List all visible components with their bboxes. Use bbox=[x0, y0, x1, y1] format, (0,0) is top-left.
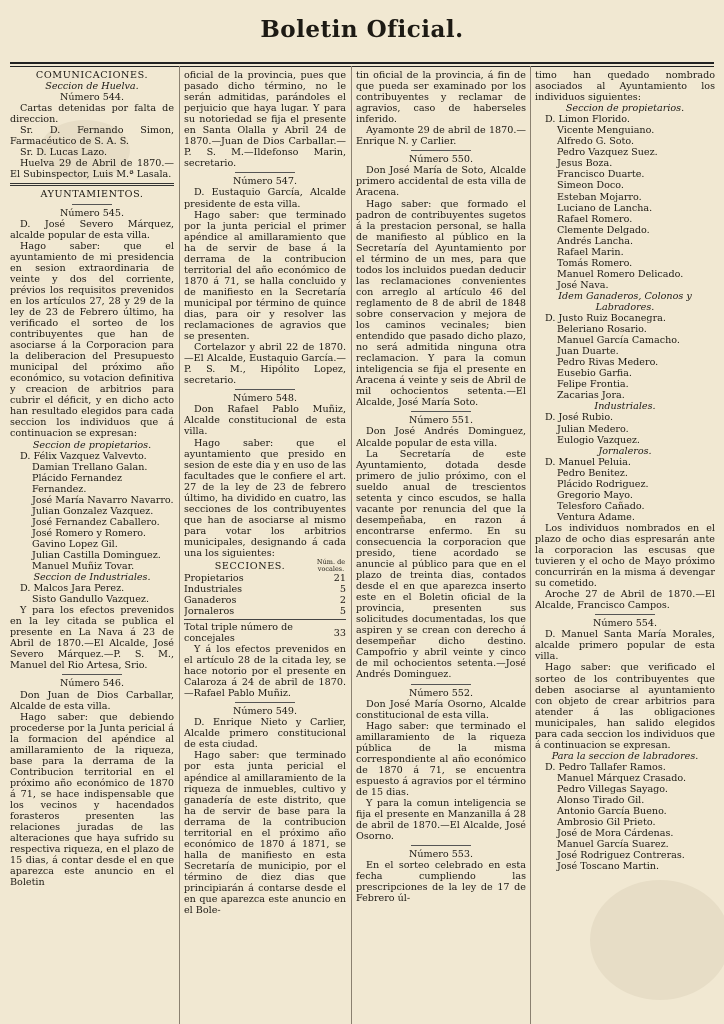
paragraph: Cartas detenidas por falta de direccion. bbox=[10, 103, 174, 126]
notice-number: Número 553. bbox=[408, 849, 474, 861]
list-item: Juan Duarte. bbox=[557, 346, 619, 358]
list-item: José Fernandez Caballero. bbox=[32, 516, 160, 528]
paragraph: Hago saber: que el ayuntamiento de mi presidencia en sesion extraordinaria de veinte y dos del corriente, prévios los requisitos prevenidos en los artículos 27, 28 y 29 de la ley de 23 de Febrero último, ha verificado el sorteo de los contribuyentes que han de asociarse á la Corporacion para la deliberacion del Presupuesto municipal del próximo año económico, su votacion definitiva y creacion de arbitrios para cubrir el déficit, y en dicho acto han resultado elegidos para cada seccion los individuos que á continuacion se expresan: bbox=[10, 240, 174, 440]
masthead-title: Boletin Oficial. bbox=[260, 16, 464, 43]
list-item: Tomás Romero. bbox=[557, 257, 633, 269]
notice-number: Número 548. bbox=[232, 393, 298, 405]
list-item: Clemente Delgado. bbox=[557, 224, 650, 236]
list-item: Felipe Frontia. bbox=[557, 379, 629, 391]
table-row bbox=[184, 606, 346, 617]
list-item: Simeon Doco. bbox=[557, 180, 624, 192]
list-item: Gavino Lopez Gil. bbox=[32, 538, 118, 550]
separator bbox=[62, 674, 122, 675]
paragraph: Los individuos nombrados en el plazo de ocho dias espresarán ante la corporacion las escusas que tuvieren y el ocho de Mayo próximo concurrirán en la misma á devengar su cometido. bbox=[535, 522, 715, 590]
section-name: Propietarios bbox=[184, 573, 244, 585]
section-count: 2 bbox=[339, 595, 346, 607]
list-item: D. Félix Vazquez Valvevto. bbox=[20, 450, 147, 462]
notice-number: Número 554. bbox=[592, 618, 658, 630]
list-item: Telesforo Cañado. bbox=[557, 500, 645, 512]
paper-stain bbox=[590, 880, 724, 1000]
list-heading: Seccion de Industriales. bbox=[33, 572, 151, 584]
column-divider bbox=[530, 66, 531, 1024]
sections-table bbox=[184, 559, 346, 644]
column-1 bbox=[10, 70, 174, 888]
list-heading: Industriales. bbox=[594, 401, 656, 413]
table-heading: SECCIONES. bbox=[214, 560, 286, 572]
subsection-heading: Seccion de Huelva. bbox=[45, 81, 139, 93]
list-item: Ambrosio Gil Prieto. bbox=[557, 817, 656, 829]
separator bbox=[235, 389, 295, 390]
column-4 bbox=[535, 70, 715, 872]
paragraph: Hago saber: que terminado por esta junta pericial el apéndice al amillaramiento de la riqueza de inmuebles, cultivo y ganadería de este distrito, que ha de servir de base para la derrama de la contribucion territorial en el próximo año económico de 1870 á 1871, se halla de manifiesto en esta Secretaría de municipio, por el término de diez dias que principiarán á contarse desde el en que aparezca este anuncio en el Bole- bbox=[184, 750, 346, 917]
notice-number: Número 547. bbox=[232, 176, 298, 188]
list-item: Manuel Muñiz Tovar. bbox=[32, 561, 135, 573]
list-item: D. Justo Ruiz Bocanegra. bbox=[545, 313, 666, 325]
notice-heading: D. José Severo Márquez, alcalde popular de esta villa. bbox=[10, 218, 174, 241]
section-heading: COMUNICACIONES. bbox=[35, 70, 149, 81]
paragraph: La Secretaría de este Ayuntamiento, dotada desde primero de julio próximo, con el sueldo anual de trescientos setenta y cinco escudos, se halla vacante por renuncia del que la desempeñaba, en razon á encontrarse enfermo. En su consecuencia la corporacion que presido, tiene acordado se anuncie al público para que en el plazo de treinta dias, contados desde el en que aparezca inserto este en el Boletin oficial de la provincia, presenten sus solicitudes documentadas, los que aspiren y se crean con derecho á desempeñar dicho destino. Campofrio y abril veinte y cinco de mil ochocientos setenta.—José Andrés Dominguez. bbox=[356, 448, 526, 681]
list-item: José Nava. bbox=[557, 279, 609, 291]
notice-heading: Don José María de Soto, Alcalde primero accidental de esta villa de Aracena. bbox=[356, 165, 526, 199]
column-3 bbox=[356, 70, 526, 904]
paragraph: Y á los efectos prevenidos en el artículo 28 de la citada ley, se hace notorio por el presente en Calaroza á 24 de abril de 1870.—Rafael Pablo Muñiz. bbox=[184, 644, 346, 700]
list-heading: Idem Ganaderos, Colonos y Labradores. bbox=[558, 290, 692, 313]
paragraph: Hago saber: que formado el padron de contribuyentes sugetos á la prestacion personal, se halla de manifiesto al público en la Secretaría del Ayuntamiento por el término de un mes, para que todos los incluidos puedan deducir las reclamaciones convenientes con arreglo al artículo 46 del reglamento de 8 de abril de 1848 sobre conservacion y mejora de los caminos vecinales; bien entendido que pasado dicho plazo, no será admitida ninguna otra reclamacion. Y para la comun inteligencia se fija el presente en Aracena á veinte y seis de Abril de mil ochocientos setenta.—El Alcalde, José María Soto. bbox=[356, 198, 526, 409]
list-item: Beleriano Rosario. bbox=[557, 324, 647, 336]
name-list bbox=[535, 313, 715, 401]
list-item: Esteban Mojarro. bbox=[557, 191, 642, 203]
list-item: Pedro Benitez. bbox=[557, 467, 628, 479]
list-item: Antonio García Bueno. bbox=[557, 806, 667, 818]
table-total-value: 33 bbox=[333, 627, 346, 639]
section-name: Ganaderos bbox=[184, 595, 237, 607]
list-item: Manuel Márquez Crasado. bbox=[557, 772, 687, 784]
notice-heading: D. Eustaquio García, Alcalde presidente de esta villa. bbox=[184, 187, 346, 210]
notice-number: Número 545. bbox=[59, 207, 125, 219]
column-2 bbox=[184, 70, 346, 916]
paragraph: Hago saber: que debiendo procederse por la Junta pericial á la formacion del apéndice al amillaramiento de la riqueza, base para la derrama de la Contribucion territorial en el próximo año económico de 1870 á 71, se hace indispensable que los vecinos y hacendados forasteros presenten las relaciones juradas de las alteraciones que haya sufrido su respectiva riqueza, en el plazo de 15 dias, á contar desde el en que aparezca este anuncio en el Boletin bbox=[10, 711, 174, 889]
list-item: Rafael Marin. bbox=[557, 246, 624, 258]
section-heading: AYUNTAMIENTOS. bbox=[40, 189, 144, 201]
table-row bbox=[184, 573, 346, 584]
notice-heading: Don Juan de Dios Carballar, Alcalde de esta villa. bbox=[10, 689, 174, 712]
name-list bbox=[535, 762, 715, 872]
separator bbox=[72, 204, 112, 205]
paragraph: tin oficial de la provincia, á fin de que pueda ser examinado por los contribuyentes y reclamar de agravios, caso de haberseles inferido. bbox=[356, 70, 526, 126]
section-count: 21 bbox=[333, 573, 346, 585]
notice-heading: Don Rafael Pablo Muñiz, Alcalde constitucional de esta villa. bbox=[184, 404, 346, 438]
name-list bbox=[10, 583, 174, 605]
list-item: Julian Medero. bbox=[557, 423, 629, 435]
signature-line: Aroche 27 de Abril de 1870.—El Alcalde, Francisco Campos. bbox=[535, 589, 715, 612]
list-item: Ventura Adame. bbox=[557, 511, 635, 523]
list-heading: Seccion de propietarios. bbox=[565, 103, 685, 115]
list-item: José Toscano Martin. bbox=[557, 861, 660, 873]
column-divider bbox=[179, 66, 180, 1024]
separator bbox=[235, 702, 295, 703]
list-item: Damian Trellano Galan. bbox=[32, 461, 148, 473]
paragraph: Y para los efectos prevenidos en la ley citada se publica el presente en La Nava á 23 de Abril de 1870.—El Alcalde, José Severo Márquez.—P. S. M., Manuel del Rio Artesa, Srio. bbox=[10, 605, 174, 672]
separator bbox=[411, 845, 471, 846]
notice-number: Número 551. bbox=[408, 415, 474, 427]
table-row bbox=[184, 584, 346, 595]
paragraph: Hago saber: que terminado por la junta pericial el primer apéndice al amillaramiento que ha de servir de base á la derrama de la contribucion territorial del año económico de 1870 á 71, se halla concluido y de manifiesto en la Secretaría municipal por término de quince dias, para oir y resolver las reclamaciones de agravios que se presenten. bbox=[184, 209, 346, 343]
paragraph: Sr. D. Fernando Simon, Farmacéutico de S. A. S. bbox=[10, 125, 174, 148]
section-name: Industriales bbox=[184, 584, 243, 596]
list-item: Eulogio Vazquez. bbox=[557, 434, 640, 446]
notice-number: Número 549. bbox=[232, 706, 298, 718]
notice-heading: Don José Andrés Dominguez, Alcalde popular de esta villa. bbox=[356, 426, 526, 449]
list-item: Rafael Romero. bbox=[557, 213, 633, 225]
notice-heading: Don José María Osorno, Alcalde constitucional de esta villa. bbox=[356, 698, 526, 721]
list-heading: Seccion de propietarios. bbox=[32, 439, 152, 451]
name-list bbox=[535, 412, 715, 445]
list-item: D. Limon Florido. bbox=[545, 114, 630, 126]
separator bbox=[235, 172, 295, 173]
list-item: Zacarias Jora. bbox=[557, 390, 625, 402]
paragraph: timo han quedado nombrado asociados al Ayuntamiento los individuos siguientes: bbox=[535, 70, 715, 104]
list-item: José Romero y Romero. bbox=[32, 527, 146, 539]
list-item: Francisco Duarte. bbox=[557, 169, 645, 181]
list-item: Plácido Fernandez Fernandez. bbox=[32, 472, 122, 495]
section-rule bbox=[10, 183, 174, 186]
notice-number: Número 552. bbox=[408, 687, 474, 699]
list-item: Manuel García Camacho. bbox=[557, 335, 680, 347]
notice-number: Número 550. bbox=[408, 154, 474, 166]
column-divider bbox=[351, 66, 352, 1024]
list-item: Julian Gonzalez Vazquez. bbox=[32, 505, 154, 517]
list-item: Sisto Gandullo Vazquez. bbox=[32, 594, 150, 606]
list-item: Pedro Vazquez Suez. bbox=[557, 147, 658, 159]
paragraph: Y para la comun inteligencia se fija el presente en Manzanilla á 28 de abril de 1870.—El Alcalde, José Osorno. bbox=[356, 798, 526, 843]
list-item: Alfredo G. Soto. bbox=[557, 136, 635, 148]
notice-number: Número 544. bbox=[59, 92, 125, 104]
list-item: Manuel Romero Delicado. bbox=[557, 268, 684, 280]
paragraph: Sr. D. Lucas Lazo. bbox=[20, 147, 108, 159]
name-list bbox=[535, 457, 715, 523]
list-item: Jesus Boza. bbox=[557, 158, 613, 170]
paragraph: Hago saber: que verificado el sorteo de los contribuyentes que deben asociarse al ayuntamiento con objeto de crear arbitrios para atender á las obligaciones municipales, han salido elegidos para cada seccion los individuos que á continuacion se expresan. bbox=[535, 662, 715, 751]
list-item: Manuel García Suarez. bbox=[557, 839, 669, 851]
notice-heading: D. Manuel Santa María Morales, alcalde primero popular de esta villa. bbox=[535, 629, 715, 663]
notice-heading: D. Enrique Nieto y Carlier, Alcalde primero constitucional de esta ciudad. bbox=[184, 717, 346, 751]
list-item: Pedro Villegas Sayago. bbox=[557, 784, 668, 795]
paragraph: Hago saber: que el ayuntamiento que presido en sesion de este dia y en uso de las facultades que le confiere el art. 27 de la ley de 23 de febrero último, ha dividido en cuatro, las secciones de los contribuyentes que han de asociarse al mismo para votar los arbitrios municipales, designando á cada una los siguientes: bbox=[184, 437, 346, 559]
paragraph: oficial de la provincia, pues que pasado dicho término, no le serán admitidas, parándoles el perjuicio que haya lugar. Y para su notoriedad se fija el presente en Santa Olalla y Abril 24 de 1870.—Juan de Dios Carballar.—P. S. M.—Ildefonso Marin, secretario. bbox=[184, 70, 346, 170]
list-item: José María Navarro Navarro. bbox=[32, 494, 174, 506]
table-column-heading: Núm. de vocales. bbox=[316, 558, 346, 574]
list-heading: Para la seccion de labradores. bbox=[551, 750, 699, 762]
separator bbox=[411, 411, 471, 412]
separator bbox=[411, 150, 471, 151]
list-item: José de Mora Cárdenas. bbox=[557, 828, 674, 840]
list-item: Vicente Menguiano. bbox=[557, 125, 655, 137]
list-item: Gregorio Mayo. bbox=[557, 489, 633, 501]
list-item: Luciano de Lancha. bbox=[557, 202, 653, 214]
section-name: Jornaleros bbox=[184, 606, 235, 618]
list-item: Pedro Rivas Medero. bbox=[557, 357, 659, 369]
section-count: 5 bbox=[339, 606, 346, 618]
list-item: Alonso Tirado Gil. bbox=[557, 795, 645, 807]
list-item: D. Pedro Tallafer Ramos. bbox=[545, 761, 666, 773]
paragraph: En el sorteo celebrado en esta fecha cumpliendo las prescripciones de la ley de 17 de Febrero úl- bbox=[356, 860, 526, 905]
paragraph: Hago saber: que terminado el amillaramiento de la riqueza pública de la misma correspondiente al año económico de 1870 á 71, se encuentra espuesto á agravios por el término de 15 dias. bbox=[356, 720, 526, 798]
list-heading: Jornaleros. bbox=[598, 445, 652, 457]
list-item: D. Malcos Jara Perez. bbox=[20, 583, 125, 595]
list-item: Eusebio Garfia. bbox=[557, 368, 632, 380]
name-list bbox=[10, 451, 174, 573]
name-list bbox=[535, 114, 715, 291]
list-item: Plácido Rodriguez. bbox=[557, 478, 649, 490]
list-item: Andrés Lancha. bbox=[557, 235, 634, 247]
list-item: D. Manuel Peluia. bbox=[545, 456, 631, 468]
table-row bbox=[184, 595, 346, 606]
list-item: Julian Castilla Dominguez. bbox=[32, 549, 161, 561]
signature-line: Cortelazor y abril 22 de 1870.—El Alcalde, Eustaquio García.—P. S. M., Hipólito Lopez, secretario. bbox=[184, 342, 346, 387]
table-total-label: Total triple número de concejales bbox=[184, 622, 293, 645]
section-count: 5 bbox=[339, 584, 346, 596]
separator bbox=[595, 614, 655, 615]
header-rule-thin bbox=[10, 66, 714, 67]
separator bbox=[411, 684, 471, 685]
header-rule bbox=[10, 62, 714, 64]
signature-line: Ayamonte 29 de abril de 1870.—Enrique N. y Carlier. bbox=[356, 125, 526, 148]
notice-number: Número 546. bbox=[59, 678, 125, 690]
list-item: José Rodriguez Contreras. bbox=[557, 850, 685, 862]
signature-line: Huelva 29 de Abril de 1870.—El Subinspector, Luis M.ª Lasala. bbox=[10, 158, 174, 181]
list-item: D. José Rubio. bbox=[545, 412, 613, 424]
